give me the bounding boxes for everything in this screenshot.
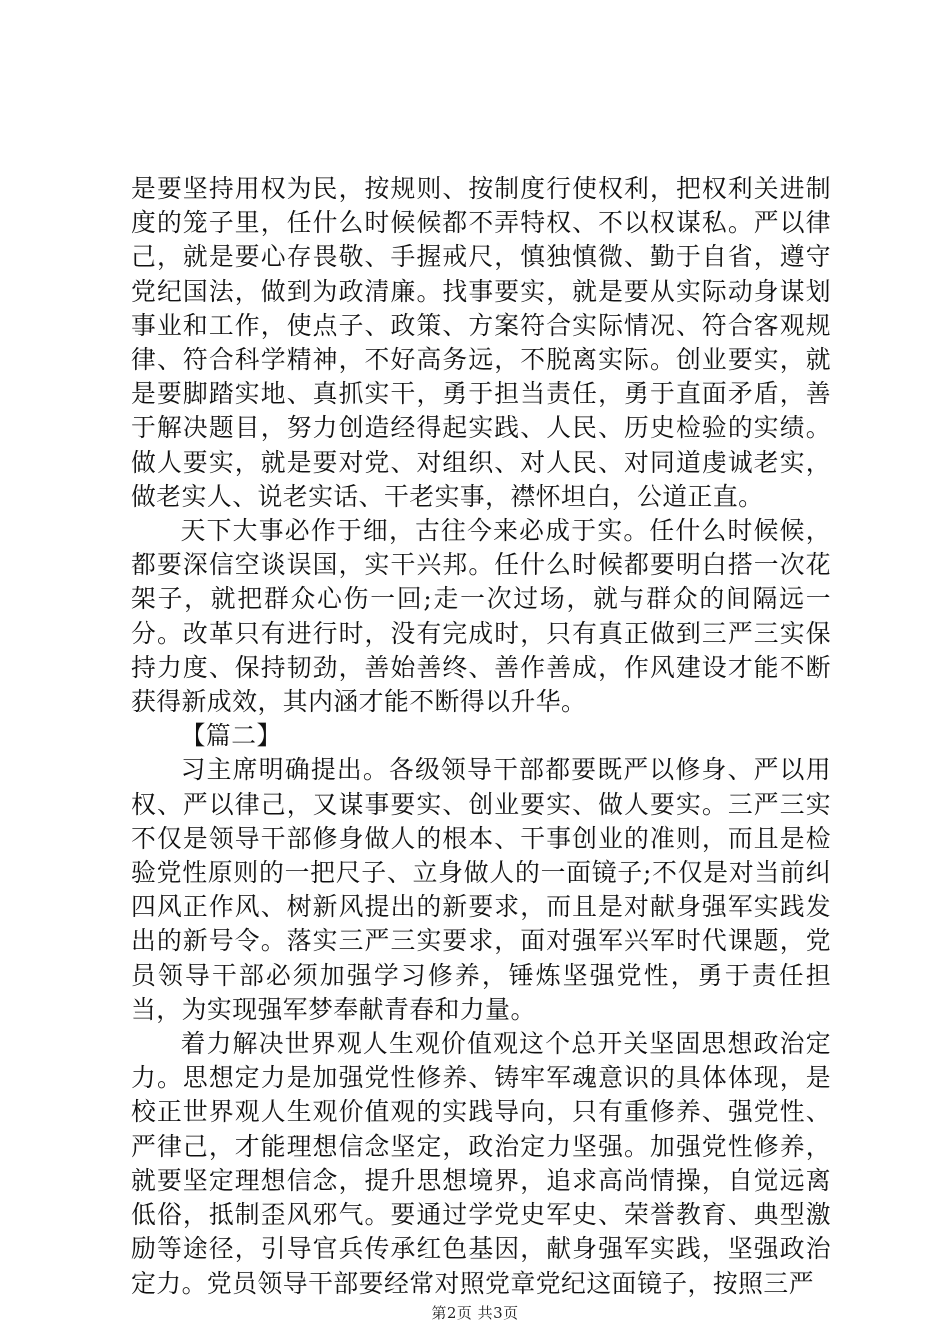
document-body — [131, 172, 831, 1301]
paragraph-2: 天下大事必作于细，古往今来必成于实。任什么时候候，都要深信空谈误国，实干兴邦。任什么时候都要明白搭一次花架子，就把群众心伤一回;走一次过场，就与群众的间隔远一分。改革只有进行时，没有完成时，只有真正做到三严三实保持力度、保持韧劲，善始善终、善作善成，作风建设才能不断获得新成效，其内涵才能不断得以升华。 — [131, 516, 831, 717]
page-footer: 第2页 共3页 — [431, 1304, 519, 1322]
paragraph-3: 习主席明确提出。各级领导干部都要既严以修身、严以用权、严以律己，又谋事要实、创业要实、做人要实。三严三实不仅是领导干部修身做人的根本、干事创业的准则，而且是检验党性原则的一把尺子、立身做人的一面镜子;不仅是对当前纠四风正作风、树新风提出的新要求，而且是对献身强军实践发出的新号令。落实三严三实要求，面对强军兴军时代课题，党员领导干部必须加强学习修养，锤炼坚强党性，勇于责任担当，为实现强军梦奉献青春和力量。 — [131, 755, 831, 1024]
section-heading: 【篇二】 — [180, 721, 282, 751]
paragraph-1: 是要坚持用权为民，按规则、按制度行使权利，把权利关进制度的笼子里，任什么时候候都不弄特权、不以权谋私。严以律己，就是要心存畏敬、手握戒尺，慎独慎微、勤于自省，遵守党纪国法，做到为政清廉。找事要实，就是要从实际动身谋划事业和工作，使点子、政策、方案符合实际情况、符合客观规律、符合科学精神，不好高务远，不脱离实际。创业要实，就是要脚踏实地、真抓实干，勇于担当责任，勇于直面矛盾，善于解决题目，努力创造经得起实践、人民、历史检验的实绩。做人要实，就是要对党、对组织、对人民、对同道虔诚老实，做老实人、说老实话、干老实事，襟怀坦白，公道正直。 — [131, 174, 831, 511]
paragraph-4: 着力解决世界观人生观价值观这个总开关坚固思想政治定力。思想定力是加强党性修养、铸牢军魂意识的具体体现，是校正世界观人生观价值观的实践导向，只有重修养、强党性、严律己，才能理想信念坚定，政治定力坚强。加强党性修养，就要坚定理想信念，提升思想境界，追求高尚情操，自觉远离低俗，抵制歪风邪气。要通过学党史军史、荣誉教育、典型激励等途径，引导官兵传承红色基因，献身强军实践，坚强政治定力。党员领导干部要经常对照党章党纪这面镜子，按照三严 — [131, 1029, 831, 1298]
